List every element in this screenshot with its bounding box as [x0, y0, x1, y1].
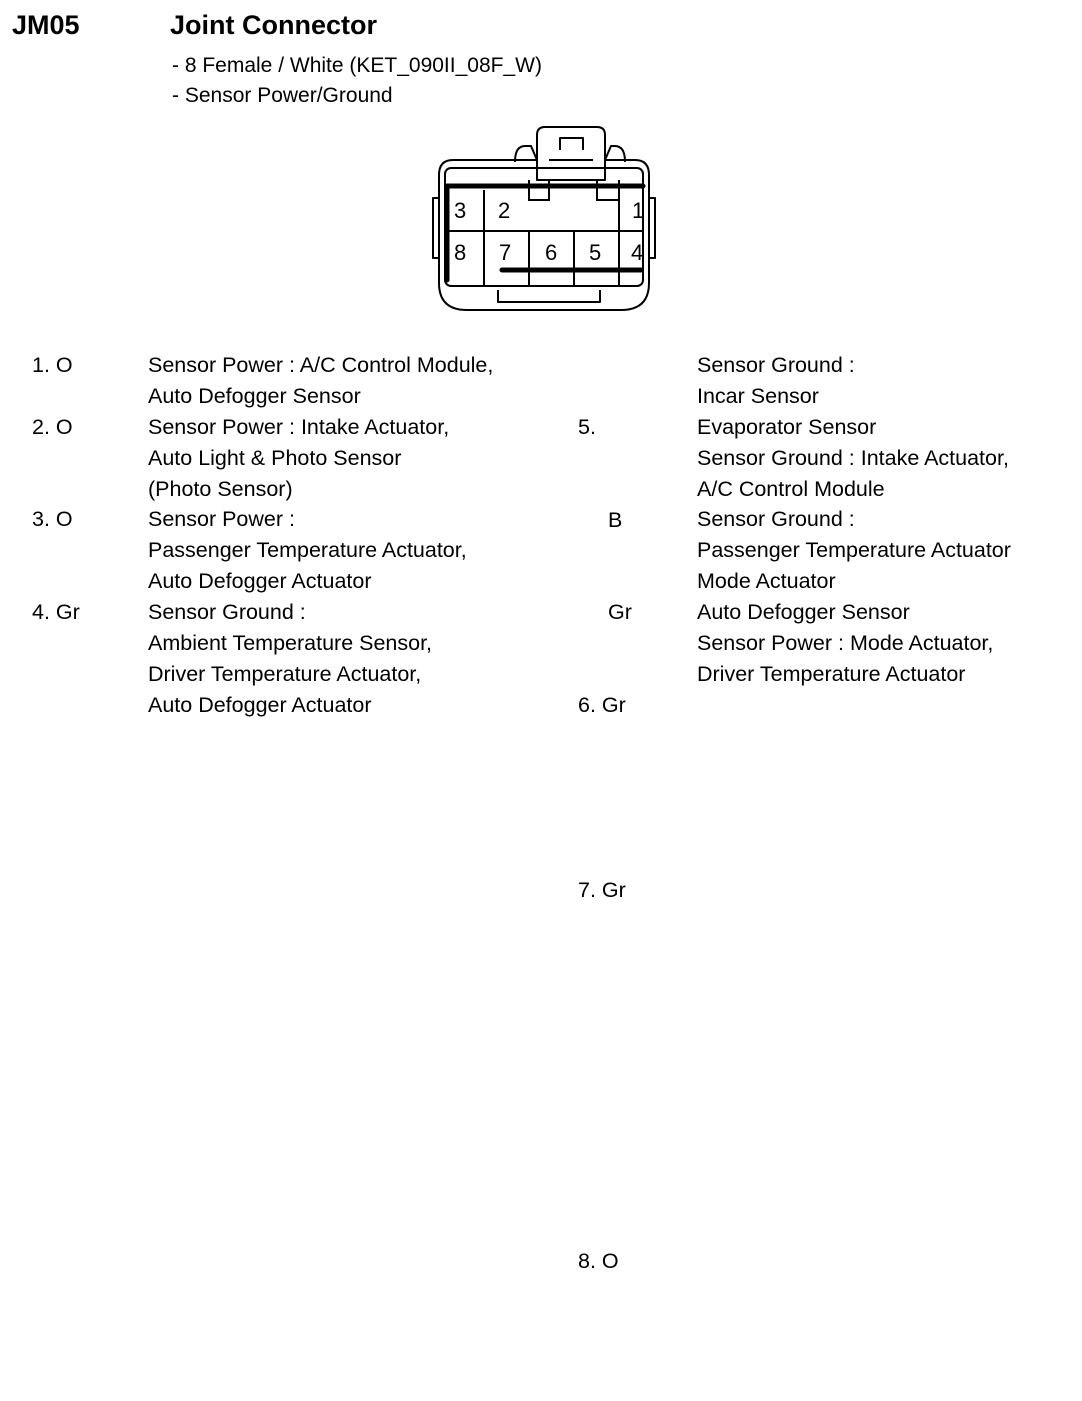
pin-description-line: A/C Control Module — [697, 476, 885, 501]
connector-latch — [537, 127, 605, 180]
pin-number — [578, 783, 632, 814]
connector-bottom-tab — [498, 290, 600, 302]
right-pin-numbers — [578, 350, 632, 1401]
pin-description-line: Sensor Ground : — [697, 353, 855, 377]
connector-spec: - 8 Female / White (KET_090II_08F_W) — [172, 54, 542, 77]
pin-label-7: 7 — [499, 240, 512, 265]
pin-number: 3. O — [32, 507, 73, 532]
pin-description-line: (Photo Sensor) — [148, 476, 293, 501]
pin-number — [32, 566, 80, 597]
pin-description-line: Sensor Power : — [148, 507, 295, 532]
pin-label-3: 3 — [454, 198, 467, 223]
pin-number — [578, 968, 632, 999]
pin-number — [32, 628, 80, 659]
pin-label-5: 5 — [589, 240, 602, 265]
pin-description-line: Auto Defogger Sensor — [697, 600, 910, 625]
pin-description-line: Driver Temperature Actuator — [697, 661, 966, 686]
pin-description-line: Passenger Temperature Actuator — [697, 538, 1011, 563]
pin-number: 4. Gr — [32, 600, 80, 625]
pin-number: Gr — [608, 600, 632, 625]
connector-code: JM05 — [12, 10, 80, 40]
pin-number — [578, 1153, 632, 1184]
right-pin-descriptions — [697, 350, 1011, 690]
connector-latch-tab — [560, 138, 583, 150]
connector-face-diagram — [425, 120, 665, 320]
pin-number — [578, 1061, 632, 1092]
pin-description-line: Sensor Power : Intake Actuator, — [148, 414, 450, 439]
pin-number — [32, 535, 80, 566]
connector-title: Joint Connector — [170, 10, 377, 40]
pin-description-line: Auto Defogger Actuator — [148, 569, 372, 594]
pin-description-line: Ambient Temperature Sensor, — [148, 631, 433, 656]
pin-number: 6. Gr — [578, 692, 626, 717]
pin-number — [32, 474, 80, 505]
pin-number — [578, 1339, 632, 1370]
pin-description-line: Sensor Ground : — [148, 600, 306, 625]
pin-number: B — [608, 507, 623, 532]
pin-number — [32, 659, 80, 690]
pin-label-2: 2 — [498, 198, 511, 223]
pin-description-line: Passenger Temperature Actuator, — [148, 538, 467, 563]
pin-number: 5. — [578, 414, 596, 439]
pin-description-line: Evaporator Sensor — [697, 414, 877, 439]
pin-description-line: Auto Defogger Actuator — [148, 692, 372, 717]
connector-function: - Sensor Power/Ground — [172, 84, 393, 107]
pin-label-8: 8 — [454, 240, 467, 265]
connector-housing — [439, 160, 649, 310]
pin-description-line: Sensor Power : A/C Control Module, — [148, 353, 494, 377]
pin-label-4: 4 — [631, 240, 644, 265]
pin-number: 2. O — [32, 414, 73, 439]
pin-label-1: 1 — [632, 198, 645, 223]
pin-number — [32, 381, 80, 412]
pin-number: 7. Gr — [578, 878, 626, 903]
left-pin-descriptions — [148, 350, 493, 721]
pin-description-line: Driver Temperature Actuator, — [148, 661, 422, 686]
pin-number: 8. O — [578, 1249, 619, 1274]
pin-number: 1. O — [32, 353, 73, 377]
pin-description-line: Sensor Power : Mode Actuator, — [697, 631, 994, 656]
pin-label-6: 6 — [545, 240, 558, 265]
pin-number — [32, 443, 80, 474]
pin-description-line: Auto Light & Photo Sensor — [148, 445, 402, 470]
pin-description-line: Mode Actuator — [697, 569, 836, 594]
pin-description-line: Sensor Ground : — [697, 507, 855, 532]
pin-description-line: Incar Sensor — [697, 383, 819, 408]
pin-description-line: Auto Defogger Sensor — [148, 383, 361, 408]
pin-description-line: Sensor Ground : Intake Actuator, — [697, 445, 1009, 470]
pin-number — [32, 690, 80, 721]
left-pin-numbers — [32, 350, 80, 721]
